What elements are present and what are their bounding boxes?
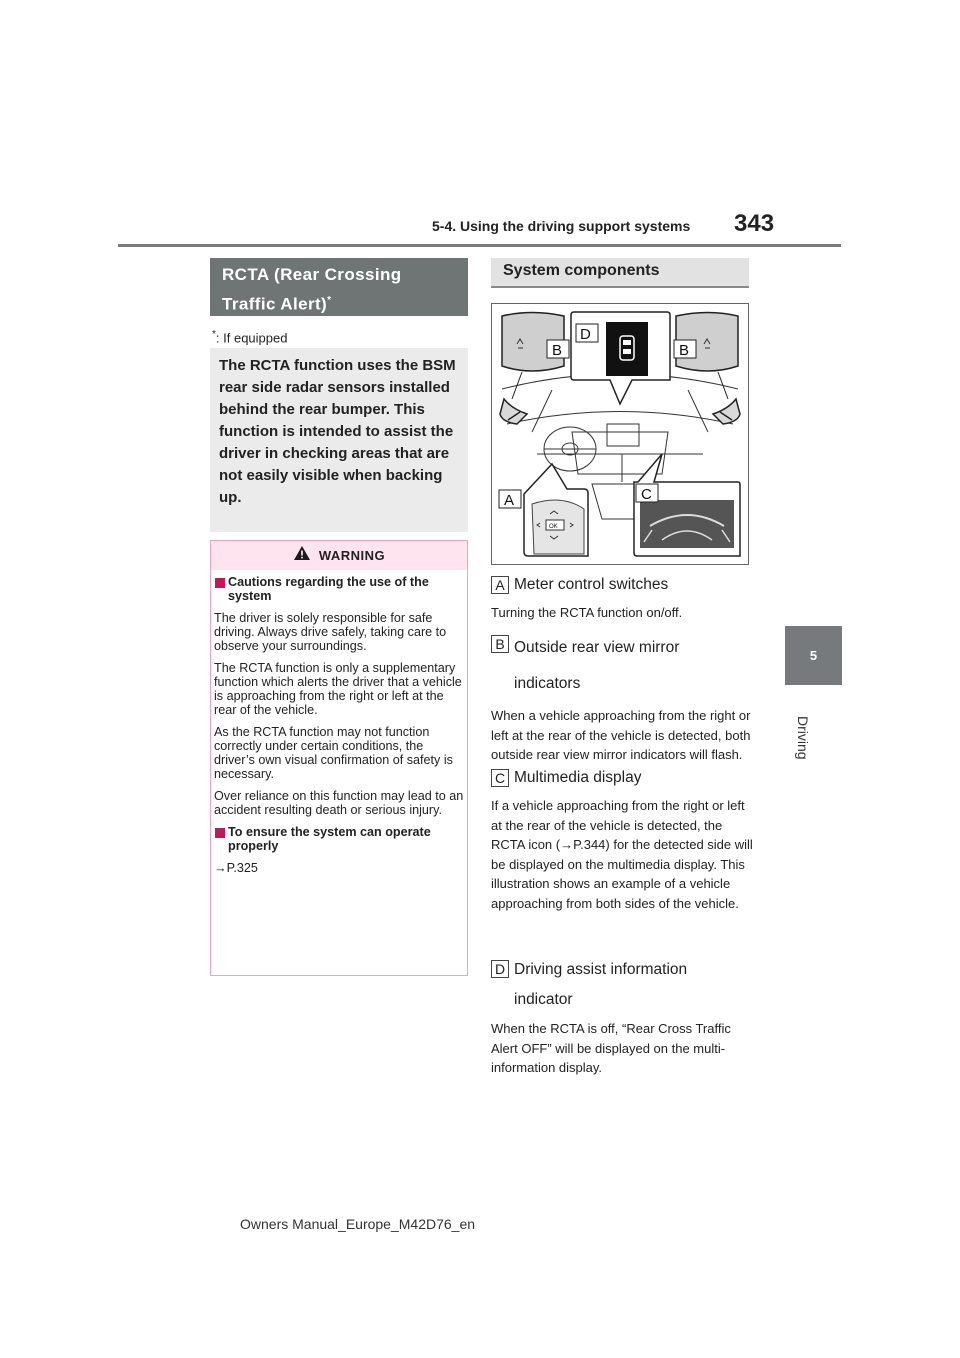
caution-heading xyxy=(214,575,464,603)
component-letter-badge: A xyxy=(491,576,509,594)
component-title: Driving assist information indicator xyxy=(514,961,688,1008)
label-d: D xyxy=(580,326,591,343)
component-title: Meter control switches xyxy=(514,576,669,593)
page-number: 343 xyxy=(734,210,775,237)
component-c xyxy=(491,764,756,913)
component-letter-badge: D xyxy=(491,960,509,978)
component-b xyxy=(491,630,756,765)
intro-text: The RCTA function uses the BSM rear side radar sensors installed behind the rear bumper. This function is intended to assist the driver in checking areas that are not easily visible when backing up. xyxy=(210,348,468,532)
warning-paragraph: The driver is solely responsible for safe driving. Always drive safely, taking care to observe your surroundings. xyxy=(214,611,447,653)
warning-paragraph: As the RCTA function may not function correctly under certain conditions, the driver’s own visual confirmation of safety is necessary. xyxy=(214,725,453,781)
component-letter-badge: B xyxy=(491,635,509,653)
component-description: Turning the RCTA function on/off. xyxy=(491,605,683,620)
chapter-tab[interactable] xyxy=(785,626,842,685)
component-a xyxy=(491,571,756,623)
title-line-2: Traffic Alert) xyxy=(222,294,328,314)
component-description: If a vehicle approaching from the right or left at the rear of the vehicle is detected, the RCTA icon (→P.344) for the detected side will be displayed on the multimedia display. This illustration shows an example of a vehicle approaching from both sides of the vehicle. xyxy=(491,798,753,911)
page-reference-link[interactable]: →P.325 xyxy=(214,861,258,875)
warning-paragraph: The RCTA function is only a supplementary function which alerts the driver that a vehicle is approaching from the right or left at the rear of the vehicle. xyxy=(214,661,462,717)
footer-manual-id: Owners Manual_Europe_M42D76_en xyxy=(240,1216,476,1232)
title-line-1: RCTA (Rear Crossing xyxy=(222,265,402,284)
warning-label: WARNING xyxy=(318,548,386,563)
warning-paragraph: Over reliance on this function may lead to an accident resulting death or serious injury. xyxy=(214,789,464,817)
label-ok: OK xyxy=(549,524,558,530)
label-c: C xyxy=(641,486,652,503)
label-a: A xyxy=(504,492,515,509)
component-letter-badge: C xyxy=(491,769,509,787)
square-bullet-icon xyxy=(215,828,225,838)
caution-heading-text: Cautions regarding the use of the system xyxy=(228,575,429,603)
header-rule xyxy=(118,244,841,247)
component-description: When the RCTA is off, “Rear Cross Traffic Alert OFF” will be displayed on the multi-information display. xyxy=(491,1021,731,1075)
square-bullet-icon xyxy=(215,578,225,588)
section-title: 5-4. Using the driving support systems xyxy=(432,218,691,234)
footnote-mark: * xyxy=(212,329,216,340)
ensure-heading-text: To ensure the system can operate properly xyxy=(228,825,431,853)
chapter-number: 5 xyxy=(809,648,818,663)
component-description: When a vehicle approaching from the right or left at the rear of the vehicle is detected, both outside rear view mirror indicators will flash. xyxy=(491,708,751,762)
footnote-text: : If equipped xyxy=(215,330,288,346)
ensure-heading xyxy=(214,825,464,853)
label-b-right: B xyxy=(679,342,690,359)
component-title: Outside rear view mirror indicators xyxy=(514,639,680,692)
rcta-section-title xyxy=(210,258,468,316)
component-title: Multimedia display xyxy=(514,769,642,786)
footnote xyxy=(212,329,287,345)
component-d xyxy=(491,955,756,1078)
dashboard-illustration xyxy=(492,304,748,564)
warning-header xyxy=(211,541,467,570)
system-components-title: System components xyxy=(491,258,749,288)
warning-body xyxy=(214,575,464,883)
system-components-illustration xyxy=(491,303,749,565)
chapter-label: Driving xyxy=(795,716,811,760)
label-b-left: B xyxy=(552,342,563,359)
title-asterisk: * xyxy=(327,295,332,306)
warning-triangle-icon xyxy=(293,545,311,566)
